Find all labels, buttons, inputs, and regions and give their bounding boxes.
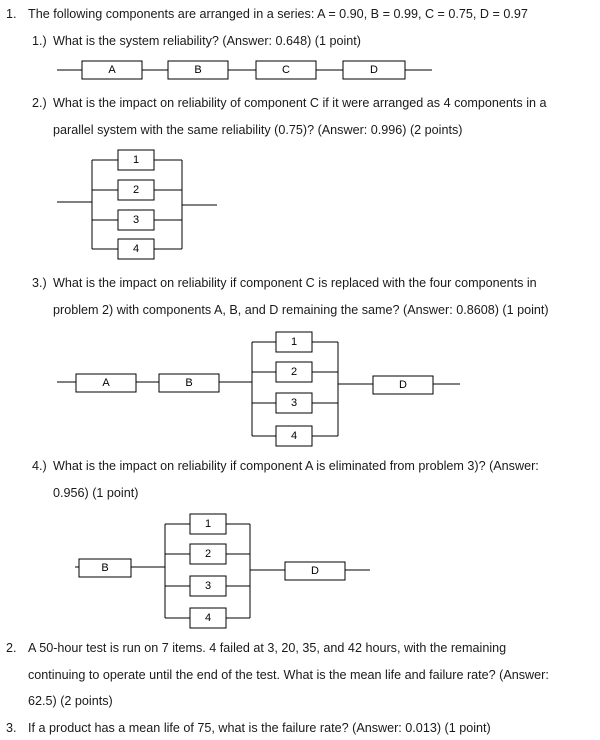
block-1-label: 1 <box>290 335 298 348</box>
block-1-label: 1 <box>204 517 212 530</box>
question-3-number: 3. <box>6 721 17 735</box>
series-parallel-diagram-ab-1234-d <box>0 326 600 450</box>
series-parallel-diagram-b-1234-d <box>0 508 600 634</box>
block-4-label: 4 <box>132 242 140 255</box>
block-d-label: D <box>311 564 319 577</box>
block-4-label: 4 <box>204 611 212 624</box>
part-3-line-1: What is the impact on reliability if component C is replaced with the four components in <box>53 276 537 290</box>
block-3-label: 3 <box>290 396 298 409</box>
block-a-label: A <box>108 63 116 76</box>
part-1-line-1: What is the system reliability? (Answer: 0.648) (1 point) <box>53 34 361 48</box>
question-2-line-2: continuing to operate until the end of the test. What is the mean life and failure rate? (Answer: <box>28 668 549 682</box>
question-3-line-1: If a product has a mean life of 75, what is the failure rate? (Answer: 0.013) (1 point) <box>28 721 491 735</box>
block-b-label: B <box>194 63 202 76</box>
block-1-label: 1 <box>132 153 140 166</box>
part-3-line-2: problem 2) with components A, B, and D remaining the same? (Answer: 0.8608) (1 point) <box>53 303 549 317</box>
part-1-number: 1.) <box>32 34 47 48</box>
question-2-line-1: A 50-hour test is run on 7 items. 4 failed at 3, 20, 35, and 42 hours, with the remaining <box>28 641 507 655</box>
block-4-label: 4 <box>290 429 298 442</box>
part-4-number: 4.) <box>32 459 47 473</box>
question-1-text: The following components are arranged in a series: A = 0.90, B = 0.99, C = 0.75, D = 0.97 <box>28 7 528 21</box>
question-2-number: 2. <box>6 641 17 655</box>
series-diagram-abcd <box>0 55 600 85</box>
part-4-line-1: What is the impact on reliability if component A is eliminated from problem 3)? (Answer: <box>53 459 539 473</box>
block-3-label: 3 <box>132 213 140 226</box>
block-c-label: C <box>282 63 290 76</box>
block-d-label: D <box>399 378 407 391</box>
block-d-label: D <box>370 63 378 76</box>
block-2-label: 2 <box>290 365 298 378</box>
part-2-line-1: What is the impact on reliability of component C if it were arranged as 4 components in a <box>53 96 547 110</box>
parallel-diagram-1234 <box>0 145 600 265</box>
part-2-number: 2.) <box>32 96 47 110</box>
part-4-line-2: 0.956) (1 point) <box>53 486 139 500</box>
block-a-label: A <box>102 376 110 389</box>
block-2-label: 2 <box>132 183 140 196</box>
part-2-line-2: parallel system with the same reliability (0.75)? (Answer: 0.996) (2 points) <box>53 123 463 137</box>
question-1-number: 1. <box>6 7 17 21</box>
question-2-line-3: 62.5) (2 points) <box>28 694 113 708</box>
block-3-label: 3 <box>204 579 212 592</box>
block-2-label: 2 <box>204 547 212 560</box>
part-3-number: 3.) <box>32 276 47 290</box>
block-b-label: B <box>101 561 109 574</box>
block-b-label: B <box>185 376 193 389</box>
